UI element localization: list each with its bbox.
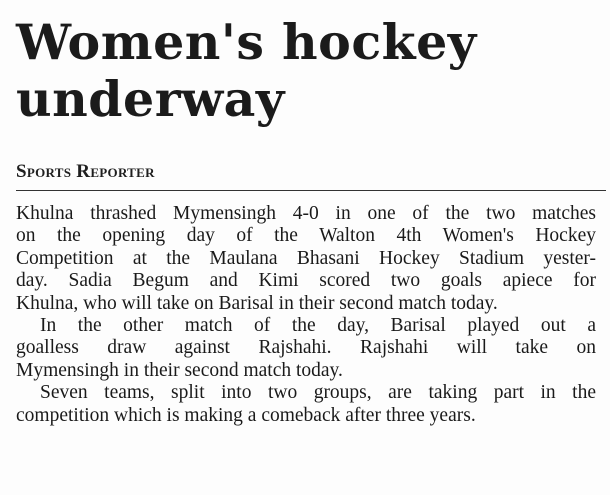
text-line: Seven teams, split into two groups, are taking part in the	[40, 382, 596, 404]
text-line: goalless draw against Rajshahi. Rajshahi will take on	[16, 337, 596, 359]
byline: Sports Reporter	[16, 161, 155, 182]
text-line: Khulna, who will take on Barisal in their second match today.	[16, 292, 498, 314]
text-line: In the other match of the day, Barisal played out a	[40, 315, 596, 337]
paragraph-2	[16, 315, 596, 382]
text-line: Competition at the Maulana Bhasani Hockey Stadium yester-	[16, 247, 596, 269]
text-line: on the opening day of the Walton 4th Women's Hockey	[16, 225, 596, 247]
text-line: day. Sadia Begum and Kimi scored two goals apiece for	[16, 270, 596, 292]
article-body	[16, 203, 596, 427]
paragraph-3	[16, 382, 596, 427]
byline-divider	[16, 190, 606, 191]
headline	[16, 14, 606, 128]
text-line: Khulna thrashed Mymensingh 4-0 in one of the two matches	[16, 203, 596, 224]
paragraph-1	[16, 203, 596, 315]
text-line: competition which is making a comeback after three years.	[16, 404, 476, 426]
headline-line: Women's hockey	[16, 13, 477, 71]
headline-line: underway	[16, 70, 285, 128]
text-line: Mymensingh in their second match today.	[16, 359, 343, 381]
